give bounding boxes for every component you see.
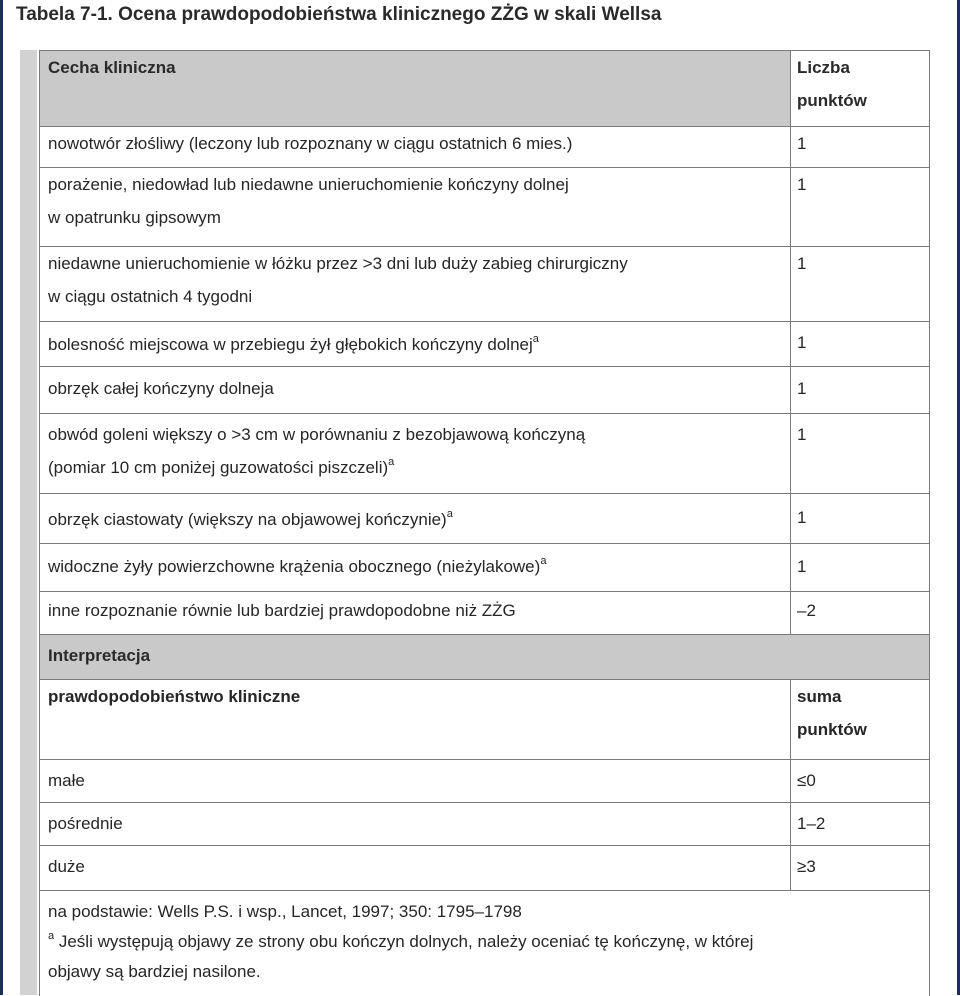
row-points: –2	[791, 592, 930, 635]
interpretation-row	[40, 846, 930, 891]
interpretation-score: ≥3	[791, 846, 930, 891]
table-title: Tabela 7-1. Ocena prawdopodobieństwa klinicznego ZŻG w skali Wellsa	[16, 4, 662, 25]
interpretation-col1: prawdopodobieństwo kliniczne	[40, 680, 791, 760]
window-frame-left	[0, 0, 3, 995]
footnote-marker: a	[532, 333, 539, 345]
header-feature: Cecha kliniczna	[40, 51, 791, 127]
interpretation-score: ≤0	[791, 760, 930, 803]
table-gutter	[20, 50, 37, 995]
wells-score-table	[39, 50, 930, 996]
row-points: 1	[791, 494, 930, 544]
row-points: 1	[791, 322, 930, 367]
interpretation-header-row	[40, 635, 930, 680]
footnote-a-continued: objawy są bardziej nasilone.	[48, 962, 261, 981]
interpretation-subheader-row	[40, 680, 930, 760]
table-header-row	[40, 51, 930, 127]
table-row	[40, 494, 930, 544]
row-feature: nowotwór złośliwy (leczony lub rozpoznany w ciągu ostatnich 6 mies.)	[40, 127, 791, 168]
header-points: Liczba punktów	[791, 51, 930, 127]
table-footer-row	[40, 891, 930, 996]
row-feature: obwód goleni większy o >3 cm w porównaniu z bezobjawową kończyną (pomiar 10 cm poniżej guzowatości piszczeli)$^a$	[40, 414, 791, 494]
table-row	[40, 322, 930, 367]
table-row	[40, 592, 930, 635]
row-points: 1	[791, 367, 930, 414]
row-feature: bolesność miejscowa w przebiegu żył głębokich kończyny dolnej$^a$	[40, 322, 791, 367]
interpretation-level: duże	[40, 846, 791, 891]
footnote-marker: a	[388, 456, 395, 468]
table-row	[40, 544, 930, 592]
row-feature: inne rozpoznanie równie lub bardziej prawdopodobne niż ZŻG	[40, 592, 791, 635]
row-feature: widoczne żyły powierzchowne krążenia obocznego (nieżylakowe)$^a$	[40, 544, 791, 592]
row-points: 1	[791, 168, 930, 247]
table-row	[40, 247, 930, 322]
footnote-marker: a	[446, 508, 453, 520]
row-points: 1	[791, 414, 930, 494]
row-feature: niedawne unieruchomienie w łóżku przez >3 dni lub duży zabieg chirurgiczny w ciągu ostatnich 4 tygodni	[40, 247, 791, 322]
row-feature: porażenie, niedowład lub niedawne unieruchomienie kończyny dolnej w opatrunku gipsowym	[40, 168, 791, 247]
interpretation-col2: suma punktów	[791, 680, 930, 760]
row-points: 1	[791, 247, 930, 322]
table-row	[40, 414, 930, 494]
table-row	[40, 168, 930, 247]
footnote-marker: a	[540, 555, 547, 567]
table-row	[40, 367, 930, 414]
interpretation-level: małe	[40, 760, 791, 803]
source-citation: na podstawie: Wells P.S. i wsp., Lancet, 1997; 350: 1795–1798	[48, 902, 522, 921]
row-feature: obrzęk całej kończyny dolneja	[40, 367, 791, 414]
table-row	[40, 127, 930, 168]
interpretation-score: 1–2	[791, 803, 930, 846]
table-footnotes	[40, 891, 930, 996]
row-points: 1	[791, 544, 930, 592]
interpretation-row	[40, 760, 930, 803]
interpretation-level: pośrednie	[40, 803, 791, 846]
interpretation-label: Interpretacja	[40, 635, 930, 680]
row-points: 1	[791, 127, 930, 168]
interpretation-row	[40, 803, 930, 846]
footnote-a: $^a$ Jeśli występują objawy ze strony obu kończyn dolnych, należy oceniać tę kończynę, w której	[48, 930, 754, 951]
row-feature: obrzęk ciastowaty (większy na objawowej kończynie)$^a$	[40, 494, 791, 544]
